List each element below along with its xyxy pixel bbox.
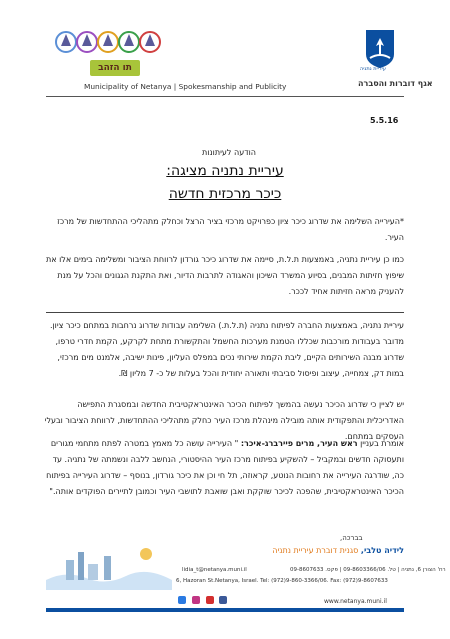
gold-seal-badge: תו הזהב <box>90 60 140 76</box>
footer-accent-bar <box>46 608 404 612</box>
summary-paragraph-2: כמו כן עיריית נתניה, באמצעות ת.ל.ת, סיימה את שדרוג כיכר גורדון לרווחת הציבור ומשלימה בימים אלו את שיפוץ חזיתות המבנים, בסיוע המשרד השיכון והאגודה לתרבות הדיור, ואת התקנת הגגונים והכל על מנת להעניק מראה חזיתות אחיד לככר. <box>45 255 404 296</box>
signature-line <box>250 546 404 555</box>
municipality-name-en: Municipality of Netanya | Spokesmanship and Publicity <box>84 82 287 91</box>
footer-website-link[interactable]: www.netanya.muni.il <box>324 598 387 605</box>
summary-paragraph-1: *העירייה השלימה את שדרוג כיכר ציון כפרויקט מרכזי בציר הרצל וכחלק מתהליכי ההתחדשות של מרכז העיר. <box>57 217 404 242</box>
department-name: אגף דוברות והסברה <box>358 79 433 88</box>
youtube-icon[interactable] <box>206 596 214 604</box>
mayor-quote: " העירייה עושה כל מאמץ במטרה לפתח מתחמי מגורים ותעסוקה חדשים ובמקביל – להשקיע בפיתוח מרכז העיר ההיסטורי, הנחשב ללבה ונשמתה של נתניה. עד כה, שודרגה העירייה את רחובות הנוטע, קראוזה, תל חי וכן את כיכר גורדון, בנוסף – שדרוג העירייה בפיתוח הכיכר האינטראקטיבית, שהפכה לכיכר שוקקת ואבן שואבת לתושבי העיר וכמובן לתיירים הפוקדים אותה." <box>46 439 404 496</box>
quote-intro: אומרת בעניין <box>357 439 404 448</box>
release-date: 5.5.16 <box>370 116 399 125</box>
footer-address-he: רח' הצורן 6, נתניה | טל. 09-8603366/06 | פקס. 09-8607633 <box>290 567 446 573</box>
body-paragraph-quote <box>40 436 404 500</box>
signature-greeting: בברכה, <box>340 534 363 542</box>
body-paragraph-context: יש לציין כי שדרוג הכיכר נעשה בהמשך לפיתוח הכיכר האינטראקטיבית החדשה ובמסגרת התפישה האדריכלית והתפקודית אותה מובילה מינהלת מרכז העיר כחלק מתהליכי ההתחדשות, לרווחת הציבור ובעלי העסקים במתחם. <box>44 400 404 441</box>
headline-line-2: כיכר מרכזית חדשה <box>168 186 282 202</box>
city-skyline-illustration <box>46 540 172 590</box>
section-divider <box>46 312 404 313</box>
headline-line-1: עיריית נתניה מציגה: <box>166 163 284 179</box>
press-release-label: הודעה לעיתונות <box>202 148 256 157</box>
footer-email-link[interactable]: lidia_t@netanya.muni.il <box>182 567 247 573</box>
app-icon[interactable] <box>178 596 186 604</box>
footer-address-en: 6, Hazoran St.Netanya, Israel. Tel: (972)9-860-3366/06. Fax: (972)9-8607633 <box>176 578 388 584</box>
signer-name: לידיה טלבי, <box>360 546 404 555</box>
footer-social-row <box>176 596 229 606</box>
facebook-icon[interactable] <box>219 596 227 604</box>
mayor-name: ראש העיר, מרים פיירברג-איכר: <box>240 439 358 448</box>
instagram-icon[interactable] <box>192 596 200 604</box>
signer-title: סגנית דוברת עיריית נתניה <box>272 546 361 555</box>
body-paragraph-works: עיריית נתניה, באמצעות החברה לפיתוח נתניה (ת.ל.ת.) השלימה עבודות שדרוג נרחבות במתחם כיכר ציון. מדובר בעבודות מורכבות שכללו הטמנת מערכות החשמל והתקשורת מתחת לקרקע, הקמת חדרי טרפו, שדרוג מבנה השירותים הקיים, ליבת הקמת שירותי נכים במפלס העליון, פינות ישיבה, אלמנט מים מרכזי, במות דק, צמחייה, עיצוב ופיסול סביבתי ותאורה יחודית והכל בעלות של כ- 7 מליון ₪. <box>49 321 404 378</box>
header-divider <box>46 96 404 97</box>
emblem-city-name: עיריית נתניה <box>360 66 386 72</box>
